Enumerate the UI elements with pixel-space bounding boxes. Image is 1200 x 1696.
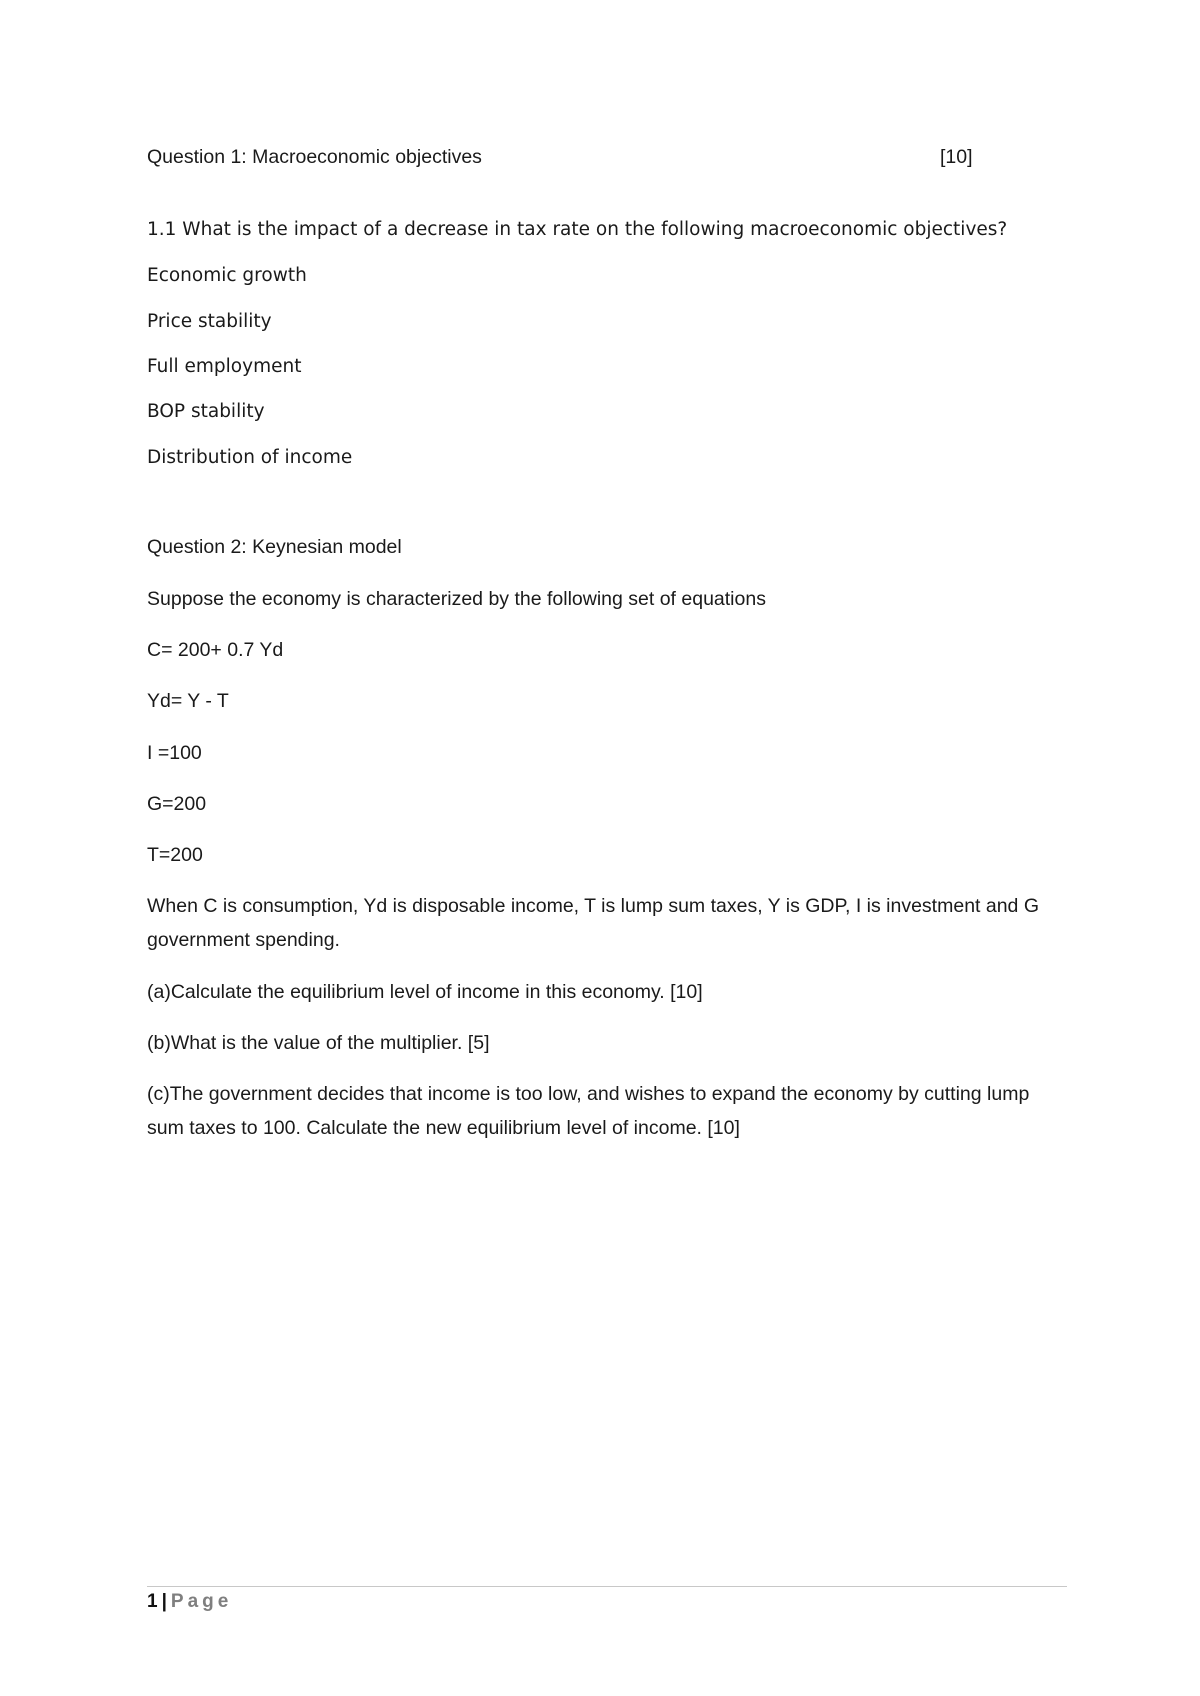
- objective-full-employment: Full employment: [147, 356, 302, 377]
- page-footer: [147, 1591, 232, 1613]
- equation-government-spending: G=200: [147, 793, 207, 815]
- question1-prompt: 1.1 What is the impact of a decrease in tax rate on the following macroeconomic objectives?: [147, 219, 1008, 240]
- question2-intro: Suppose the economy is characterized by the following set of equations: [147, 588, 766, 610]
- objective-distribution-of-income: Distribution of income: [147, 447, 353, 468]
- variable-definitions: When C is consumption, Yd is disposable income, T is lump sum taxes, Y is GDP, I is investment and G government spending.: [147, 895, 1039, 951]
- objective-economic-growth: Economic growth: [147, 265, 307, 286]
- part-b: (b)What is the value of the multiplier. [5]: [147, 1032, 490, 1054]
- equation-disposable-income: Yd= Y - T: [147, 690, 229, 712]
- question2-title: Question 2: Keynesian model: [147, 536, 402, 558]
- question1-marks: [10]: [940, 146, 973, 168]
- equation-investment: I =100: [147, 742, 202, 764]
- footer-separator: |: [161, 1591, 167, 1612]
- part-c: (c)The government decides that income is too low, and wishes to expand the economy by cutting lump sum taxes to 100. Calculate the new equilibrium level of income. [10]: [147, 1083, 1030, 1139]
- footer-divider: [147, 1586, 1067, 1587]
- page-label: Page: [170, 1591, 233, 1612]
- equation-taxes: T=200: [147, 844, 203, 866]
- page-number: 1: [147, 1591, 158, 1612]
- objective-bop-stability: BOP stability: [147, 401, 265, 422]
- part-a: (a)Calculate the equilibrium level of income in this economy. [10]: [147, 981, 703, 1003]
- question1-title: Question 1: Macroeconomic objectives: [147, 146, 482, 168]
- objective-price-stability: Price stability: [147, 311, 272, 332]
- equation-consumption: C= 200+ 0.7 Yd: [147, 639, 284, 661]
